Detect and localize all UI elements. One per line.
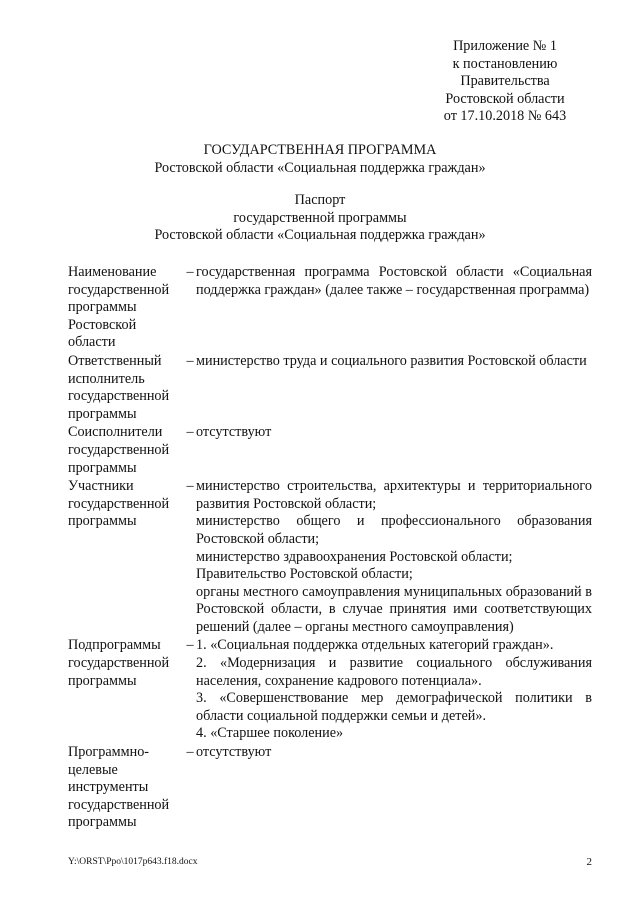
annex-line: от 17.10.2018 № 643 xyxy=(443,108,567,125)
passport-table xyxy=(68,264,592,833)
label-line: Программно- xyxy=(68,744,150,761)
value-paragraph: министерство здравоохранения Ростовской области; xyxy=(196,548,513,565)
passport-row-coexecutors xyxy=(68,424,592,477)
row-label xyxy=(68,478,184,636)
annex-line: Правительства xyxy=(460,73,550,90)
label-line: программы xyxy=(68,513,137,530)
value-paragraph: министерство общего и профессионального образования Ростовской области; xyxy=(196,513,592,547)
passport-row-subprograms xyxy=(68,637,592,743)
value-paragraph: органы местного самоуправления муниципальных образований в Ростовской области, в случае принятия ими соответствующих решений (далее – органы местного самоуправления) xyxy=(196,583,592,635)
row-dash: – xyxy=(186,744,194,761)
label-line: государственной xyxy=(68,281,170,298)
row-value xyxy=(196,264,592,352)
label-line: исполнитель xyxy=(68,370,145,387)
value-paragraph: 2. «Модернизация и развитие социального обслуживания населения, сохранение кадрового потенциала». xyxy=(196,655,592,689)
value-paragraph: Правительство Ростовской области; xyxy=(196,566,413,583)
label-line: Наименование xyxy=(68,264,157,280)
label-line: программы xyxy=(68,405,137,422)
label-line: программы xyxy=(68,672,137,689)
row-value xyxy=(196,353,592,423)
row-dash: – xyxy=(186,424,194,441)
label-line: программы xyxy=(68,299,137,316)
passport-row-participants xyxy=(68,478,592,636)
label-line: государственной xyxy=(68,655,170,672)
program-title-line: ГОСУДАРСТВЕННАЯ ПРОГРАММА xyxy=(203,142,437,158)
label-line: государственной xyxy=(68,495,170,512)
row-value xyxy=(196,424,592,477)
value-paragraph: министерство труда и социального развития Ростовской области xyxy=(196,352,587,369)
row-value xyxy=(196,478,592,636)
label-line: Участники xyxy=(68,478,134,495)
passport-row-responsible xyxy=(68,353,592,423)
label-line: государственной xyxy=(68,441,170,458)
row-label xyxy=(68,744,184,832)
row-label xyxy=(68,264,184,352)
row-value xyxy=(196,637,592,743)
label-line: области xyxy=(68,334,116,351)
row-label xyxy=(68,424,184,477)
annex-header xyxy=(412,38,598,126)
row-dash: – xyxy=(186,478,194,495)
passport-title-line: государственной программы xyxy=(233,209,407,226)
label-line: целевые xyxy=(68,761,118,778)
file-path: Y:\ORST\Ppo\1017p643.f18.docx xyxy=(68,857,198,867)
label-line: программы xyxy=(68,814,137,831)
row-value xyxy=(196,744,592,832)
value-paragraph: отсутствуют xyxy=(196,424,272,441)
value-paragraph: 4. «Старшее поколение» xyxy=(196,725,344,742)
annex-line: Ростовской области xyxy=(445,90,565,107)
label-line: Ростовской xyxy=(68,316,137,333)
passport-row-instruments xyxy=(68,744,592,832)
label-line: Соисполнители xyxy=(68,424,163,441)
row-label xyxy=(68,353,184,423)
row-dash: – xyxy=(186,264,194,280)
annex-line: к постановлению xyxy=(452,55,558,72)
value-paragraph: 1. «Социальная поддержка отдельных категорий граждан». xyxy=(196,637,554,654)
value-paragraph: отсутствуют xyxy=(196,744,272,761)
program-title-line: Ростовской области «Социальная поддержка граждан» xyxy=(154,159,486,176)
value-paragraph: министерство строительства, архитектуры и территориального развития Ростовской области; xyxy=(196,478,592,512)
label-line: Подпрограммы xyxy=(68,637,161,654)
row-label xyxy=(68,637,184,743)
value-paragraph: государственная программа Ростовской области «Социальная поддержка граждан» (далее также – государственная программа) xyxy=(196,264,592,298)
label-line: государственной xyxy=(68,388,170,405)
page-number: 2 xyxy=(586,856,592,868)
label-line: инструменты xyxy=(68,779,149,796)
value-paragraph: 3. «Совершенствование мер демографической политики в области социальной поддержки семьи и детей». xyxy=(196,690,592,724)
program-title xyxy=(40,142,600,177)
label-line: государственной xyxy=(68,796,170,813)
label-line: Ответственный xyxy=(68,352,162,369)
label-line: программы xyxy=(68,459,137,476)
row-dash: – xyxy=(186,637,194,654)
passport-title-line: Ростовской области «Социальная поддержка граждан» xyxy=(154,227,486,244)
passport-title-line: Паспорт xyxy=(294,192,346,208)
passport-title xyxy=(40,192,600,245)
passport-row-name xyxy=(68,264,592,352)
annex-line: Приложение № 1 xyxy=(453,38,557,54)
row-dash: – xyxy=(186,352,194,369)
